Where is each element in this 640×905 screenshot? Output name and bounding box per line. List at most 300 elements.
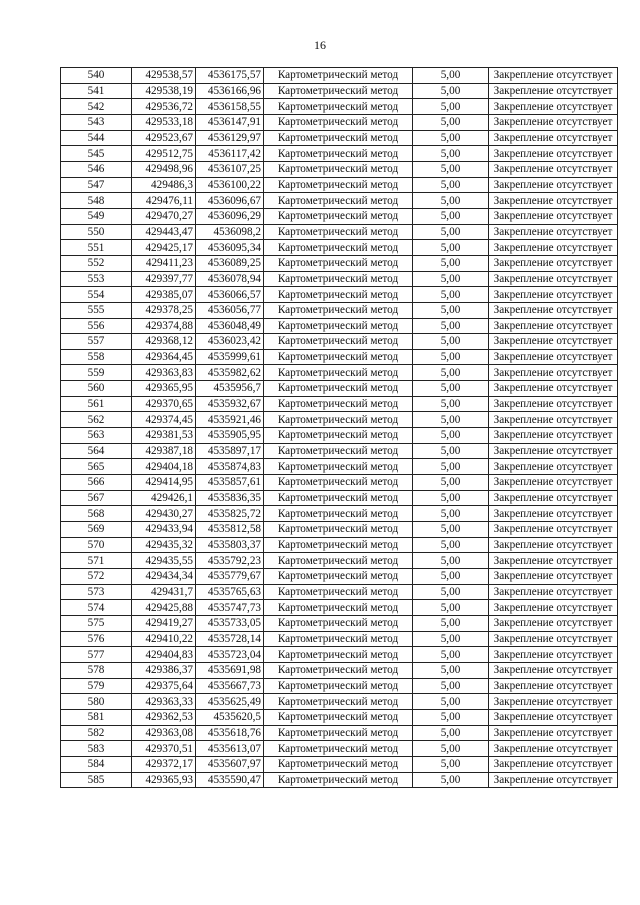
table-row xyxy=(61,302,618,318)
method-cell: Картометрический метод xyxy=(264,584,413,600)
fixing-cell: Закрепление отсутствует xyxy=(489,161,618,177)
table-row xyxy=(61,68,618,84)
accuracy-cell: 5,00 xyxy=(413,349,489,365)
accuracy-cell: 5,00 xyxy=(413,193,489,209)
table-row xyxy=(61,334,618,350)
x-coordinate-cell: 429538,19 xyxy=(132,83,196,99)
fixing-cell: Закрепление отсутствует xyxy=(489,756,618,772)
table-row xyxy=(61,584,618,600)
method-cell: Картометрический метод xyxy=(264,443,413,459)
accuracy-cell: 5,00 xyxy=(413,412,489,428)
y-coordinate-cell: 4535905,95 xyxy=(196,428,264,444)
y-coordinate-cell: 4536158,55 xyxy=(196,99,264,115)
method-cell: Картометрический метод xyxy=(264,68,413,84)
table-row xyxy=(61,553,618,569)
x-coordinate-cell: 429433,94 xyxy=(132,522,196,538)
fixing-cell: Закрепление отсутствует xyxy=(489,177,618,193)
y-coordinate-cell: 4535618,76 xyxy=(196,725,264,741)
point-number-cell: 576 xyxy=(61,631,132,647)
method-cell: Картометрический метод xyxy=(264,490,413,506)
x-coordinate-cell: 429363,83 xyxy=(132,365,196,381)
x-coordinate-cell: 429435,55 xyxy=(132,553,196,569)
method-cell: Картометрический метод xyxy=(264,271,413,287)
fixing-cell: Закрепление отсутствует xyxy=(489,365,618,381)
table-row xyxy=(61,678,618,694)
x-coordinate-cell: 429425,88 xyxy=(132,600,196,616)
y-coordinate-cell: 4536147,91 xyxy=(196,114,264,130)
fixing-cell: Закрепление отсутствует xyxy=(489,615,618,631)
x-coordinate-cell: 429512,75 xyxy=(132,146,196,162)
y-coordinate-cell: 4535825,72 xyxy=(196,506,264,522)
point-number-cell: 548 xyxy=(61,193,132,209)
accuracy-cell: 5,00 xyxy=(413,506,489,522)
fixing-cell: Закрепление отсутствует xyxy=(489,287,618,303)
point-number-cell: 567 xyxy=(61,490,132,506)
fixing-cell: Закрепление отсутствует xyxy=(489,772,618,788)
table-row xyxy=(61,396,618,412)
method-cell: Картометрический метод xyxy=(264,615,413,631)
point-number-cell: 565 xyxy=(61,459,132,475)
point-number-cell: 581 xyxy=(61,709,132,725)
method-cell: Картометрический метод xyxy=(264,130,413,146)
method-cell: Картометрический метод xyxy=(264,569,413,585)
accuracy-cell: 5,00 xyxy=(413,83,489,99)
point-number-cell: 544 xyxy=(61,130,132,146)
table-row xyxy=(61,506,618,522)
fixing-cell: Закрепление отсутствует xyxy=(489,68,618,84)
x-coordinate-cell: 429364,45 xyxy=(132,349,196,365)
table-row xyxy=(61,412,618,428)
x-coordinate-cell: 429365,93 xyxy=(132,772,196,788)
accuracy-cell: 5,00 xyxy=(413,68,489,84)
fixing-cell: Закрепление отсутствует xyxy=(489,146,618,162)
x-coordinate-cell: 429365,95 xyxy=(132,381,196,397)
point-number-cell: 568 xyxy=(61,506,132,522)
table-row xyxy=(61,537,618,553)
accuracy-cell: 5,00 xyxy=(413,334,489,350)
fixing-cell: Закрепление отсутствует xyxy=(489,522,618,538)
x-coordinate-cell: 429397,77 xyxy=(132,271,196,287)
x-coordinate-cell: 429368,12 xyxy=(132,334,196,350)
y-coordinate-cell: 4535590,47 xyxy=(196,772,264,788)
fixing-cell: Закрепление отсутствует xyxy=(489,584,618,600)
y-coordinate-cell: 4536095,34 xyxy=(196,240,264,256)
point-number-cell: 552 xyxy=(61,255,132,271)
table-row xyxy=(61,318,618,334)
point-number-cell: 583 xyxy=(61,741,132,757)
accuracy-cell: 5,00 xyxy=(413,99,489,115)
x-coordinate-cell: 429523,67 xyxy=(132,130,196,146)
table-row xyxy=(61,662,618,678)
point-number-cell: 578 xyxy=(61,662,132,678)
table-row xyxy=(61,240,618,256)
fixing-cell: Закрепление отсутствует xyxy=(489,302,618,318)
accuracy-cell: 5,00 xyxy=(413,631,489,647)
y-coordinate-cell: 4535956,7 xyxy=(196,381,264,397)
x-coordinate-cell: 429411,23 xyxy=(132,255,196,271)
method-cell: Картометрический метод xyxy=(264,224,413,240)
x-coordinate-cell: 429410,22 xyxy=(132,631,196,647)
point-number-cell: 557 xyxy=(61,334,132,350)
accuracy-cell: 5,00 xyxy=(413,443,489,459)
method-cell: Картометрический метод xyxy=(264,365,413,381)
table-row xyxy=(61,365,618,381)
fixing-cell: Закрепление отсутствует xyxy=(489,334,618,350)
method-cell: Картометрический метод xyxy=(264,381,413,397)
table-row xyxy=(61,83,618,99)
method-cell: Картометрический метод xyxy=(264,240,413,256)
y-coordinate-cell: 4535803,37 xyxy=(196,537,264,553)
point-number-cell: 550 xyxy=(61,224,132,240)
fixing-cell: Закрепление отсутствует xyxy=(489,255,618,271)
accuracy-cell: 5,00 xyxy=(413,647,489,663)
page-number: 16 xyxy=(314,38,326,52)
method-cell: Картометрический метод xyxy=(264,334,413,350)
fixing-cell: Закрепление отсутствует xyxy=(489,506,618,522)
y-coordinate-cell: 4536100,22 xyxy=(196,177,264,193)
accuracy-cell: 5,00 xyxy=(413,146,489,162)
x-coordinate-cell: 429372,17 xyxy=(132,756,196,772)
y-coordinate-cell: 4535792,23 xyxy=(196,553,264,569)
accuracy-cell: 5,00 xyxy=(413,522,489,538)
point-number-cell: 558 xyxy=(61,349,132,365)
fixing-cell: Закрепление отсутствует xyxy=(489,396,618,412)
table-row xyxy=(61,725,618,741)
fixing-cell: Закрепление отсутствует xyxy=(489,569,618,585)
x-coordinate-cell: 429381,53 xyxy=(132,428,196,444)
table-row xyxy=(61,271,618,287)
point-number-cell: 577 xyxy=(61,647,132,663)
fixing-cell: Закрепление отсутствует xyxy=(489,318,618,334)
method-cell: Картометрический метод xyxy=(264,725,413,741)
y-coordinate-cell: 4535765,63 xyxy=(196,584,264,600)
table-row xyxy=(61,193,618,209)
accuracy-cell: 5,00 xyxy=(413,600,489,616)
y-coordinate-cell: 4535620,5 xyxy=(196,709,264,725)
fixing-cell: Закрепление отсутствует xyxy=(489,537,618,553)
accuracy-cell: 5,00 xyxy=(413,255,489,271)
table-row xyxy=(61,709,618,725)
method-cell: Картометрический метод xyxy=(264,287,413,303)
point-number-cell: 562 xyxy=(61,412,132,428)
x-coordinate-cell: 429476,11 xyxy=(132,193,196,209)
method-cell: Картометрический метод xyxy=(264,396,413,412)
fixing-cell: Закрепление отсутствует xyxy=(489,193,618,209)
fixing-cell: Закрепление отсутствует xyxy=(489,600,618,616)
fixing-cell: Закрепление отсутствует xyxy=(489,349,618,365)
table-row xyxy=(61,146,618,162)
y-coordinate-cell: 4536056,77 xyxy=(196,302,264,318)
point-number-cell: 549 xyxy=(61,208,132,224)
x-coordinate-cell: 429363,08 xyxy=(132,725,196,741)
method-cell: Картометрический метод xyxy=(264,475,413,491)
point-number-cell: 559 xyxy=(61,365,132,381)
point-number-cell: 561 xyxy=(61,396,132,412)
accuracy-cell: 5,00 xyxy=(413,756,489,772)
table-row xyxy=(61,381,618,397)
table-row xyxy=(61,569,618,585)
x-coordinate-cell: 429404,83 xyxy=(132,647,196,663)
x-coordinate-cell: 429363,33 xyxy=(132,694,196,710)
fixing-cell: Закрепление отсутствует xyxy=(489,428,618,444)
point-number-cell: 569 xyxy=(61,522,132,538)
y-coordinate-cell: 4535921,46 xyxy=(196,412,264,428)
fixing-cell: Закрепление отсутствует xyxy=(489,678,618,694)
y-coordinate-cell: 4535723,04 xyxy=(196,647,264,663)
table-body xyxy=(61,68,618,788)
method-cell: Картометрический метод xyxy=(264,255,413,271)
accuracy-cell: 5,00 xyxy=(413,271,489,287)
accuracy-cell: 5,00 xyxy=(413,490,489,506)
x-coordinate-cell: 429538,57 xyxy=(132,68,196,84)
point-number-cell: 555 xyxy=(61,302,132,318)
table-row xyxy=(61,177,618,193)
y-coordinate-cell: 4535747,73 xyxy=(196,600,264,616)
y-coordinate-cell: 4535897,17 xyxy=(196,443,264,459)
fixing-cell: Закрепление отсутствует xyxy=(489,240,618,256)
method-cell: Картометрический метод xyxy=(264,161,413,177)
table-row xyxy=(61,772,618,788)
x-coordinate-cell: 429498,96 xyxy=(132,161,196,177)
point-number-cell: 585 xyxy=(61,772,132,788)
fixing-cell: Закрепление отсутствует xyxy=(489,83,618,99)
y-coordinate-cell: 4535613,07 xyxy=(196,741,264,757)
y-coordinate-cell: 4535999,61 xyxy=(196,349,264,365)
point-number-cell: 551 xyxy=(61,240,132,256)
accuracy-cell: 5,00 xyxy=(413,678,489,694)
y-coordinate-cell: 4536117,42 xyxy=(196,146,264,162)
point-number-cell: 554 xyxy=(61,287,132,303)
point-number-cell: 545 xyxy=(61,146,132,162)
table-row xyxy=(61,647,618,663)
point-number-cell: 582 xyxy=(61,725,132,741)
accuracy-cell: 5,00 xyxy=(413,428,489,444)
point-number-cell: 546 xyxy=(61,161,132,177)
method-cell: Картометрический метод xyxy=(264,318,413,334)
method-cell: Картометрический метод xyxy=(264,459,413,475)
method-cell: Картометрический метод xyxy=(264,412,413,428)
accuracy-cell: 5,00 xyxy=(413,208,489,224)
method-cell: Картометрический метод xyxy=(264,114,413,130)
table-row xyxy=(61,459,618,475)
point-number-cell: 572 xyxy=(61,569,132,585)
x-coordinate-cell: 429426,1 xyxy=(132,490,196,506)
accuracy-cell: 5,00 xyxy=(413,615,489,631)
method-cell: Картометрический метод xyxy=(264,678,413,694)
accuracy-cell: 5,00 xyxy=(413,709,489,725)
point-number-cell: 570 xyxy=(61,537,132,553)
fixing-cell: Закрепление отсутствует xyxy=(489,459,618,475)
x-coordinate-cell: 429374,88 xyxy=(132,318,196,334)
x-coordinate-cell: 429419,27 xyxy=(132,615,196,631)
y-coordinate-cell: 4536048,49 xyxy=(196,318,264,334)
table-row xyxy=(61,615,618,631)
x-coordinate-cell: 429486,3 xyxy=(132,177,196,193)
method-cell: Картометрический метод xyxy=(264,99,413,115)
method-cell: Картометрический метод xyxy=(264,662,413,678)
point-number-cell: 543 xyxy=(61,114,132,130)
point-number-cell: 573 xyxy=(61,584,132,600)
accuracy-cell: 5,00 xyxy=(413,569,489,585)
accuracy-cell: 5,00 xyxy=(413,302,489,318)
method-cell: Картометрический метод xyxy=(264,83,413,99)
y-coordinate-cell: 4535607,97 xyxy=(196,756,264,772)
method-cell: Картометрический метод xyxy=(264,146,413,162)
x-coordinate-cell: 429387,18 xyxy=(132,443,196,459)
method-cell: Картометрический метод xyxy=(264,537,413,553)
x-coordinate-cell: 429385,07 xyxy=(132,287,196,303)
x-coordinate-cell: 429430,27 xyxy=(132,506,196,522)
y-coordinate-cell: 4535667,73 xyxy=(196,678,264,694)
x-coordinate-cell: 429362,53 xyxy=(132,709,196,725)
accuracy-cell: 5,00 xyxy=(413,553,489,569)
point-number-cell: 547 xyxy=(61,177,132,193)
x-coordinate-cell: 429404,18 xyxy=(132,459,196,475)
accuracy-cell: 5,00 xyxy=(413,584,489,600)
accuracy-cell: 5,00 xyxy=(413,475,489,491)
accuracy-cell: 5,00 xyxy=(413,240,489,256)
table-row xyxy=(61,114,618,130)
method-cell: Картометрический метод xyxy=(264,694,413,710)
fixing-cell: Закрепление отсутствует xyxy=(489,694,618,710)
fixing-cell: Закрепление отсутствует xyxy=(489,443,618,459)
y-coordinate-cell: 4536089,25 xyxy=(196,255,264,271)
method-cell: Картометрический метод xyxy=(264,772,413,788)
x-coordinate-cell: 429533,18 xyxy=(132,114,196,130)
y-coordinate-cell: 4536166,96 xyxy=(196,83,264,99)
point-number-cell: 553 xyxy=(61,271,132,287)
y-coordinate-cell: 4535836,35 xyxy=(196,490,264,506)
fixing-cell: Закрепление отсутствует xyxy=(489,208,618,224)
accuracy-cell: 5,00 xyxy=(413,365,489,381)
x-coordinate-cell: 429443,47 xyxy=(132,224,196,240)
accuracy-cell: 5,00 xyxy=(413,725,489,741)
point-number-cell: 566 xyxy=(61,475,132,491)
method-cell: Картометрический метод xyxy=(264,553,413,569)
y-coordinate-cell: 4536096,29 xyxy=(196,208,264,224)
table-row xyxy=(61,741,618,757)
y-coordinate-cell: 4536078,94 xyxy=(196,271,264,287)
x-coordinate-cell: 429370,65 xyxy=(132,396,196,412)
accuracy-cell: 5,00 xyxy=(413,694,489,710)
fixing-cell: Закрепление отсутствует xyxy=(489,99,618,115)
x-coordinate-cell: 429434,34 xyxy=(132,569,196,585)
table-row xyxy=(61,475,618,491)
point-number-cell: 563 xyxy=(61,428,132,444)
method-cell: Картометрический метод xyxy=(264,631,413,647)
point-number-cell: 580 xyxy=(61,694,132,710)
accuracy-cell: 5,00 xyxy=(413,662,489,678)
table-row xyxy=(61,161,618,177)
point-number-cell: 556 xyxy=(61,318,132,334)
y-coordinate-cell: 4535982,62 xyxy=(196,365,264,381)
accuracy-cell: 5,00 xyxy=(413,130,489,146)
fixing-cell: Закрепление отсутствует xyxy=(489,553,618,569)
y-coordinate-cell: 4536175,57 xyxy=(196,68,264,84)
fixing-cell: Закрепление отсутствует xyxy=(489,114,618,130)
fixing-cell: Закрепление отсутствует xyxy=(489,130,618,146)
table-row xyxy=(61,130,618,146)
fixing-cell: Закрепление отсутствует xyxy=(489,631,618,647)
y-coordinate-cell: 4536107,25 xyxy=(196,161,264,177)
y-coordinate-cell: 4535733,05 xyxy=(196,615,264,631)
y-coordinate-cell: 4535874,83 xyxy=(196,459,264,475)
method-cell: Картометрический метод xyxy=(264,208,413,224)
point-number-cell: 575 xyxy=(61,615,132,631)
point-number-cell: 574 xyxy=(61,600,132,616)
y-coordinate-cell: 4536129,97 xyxy=(196,130,264,146)
method-cell: Картометрический метод xyxy=(264,506,413,522)
x-coordinate-cell: 429370,51 xyxy=(132,741,196,757)
accuracy-cell: 5,00 xyxy=(413,741,489,757)
y-coordinate-cell: 4535691,98 xyxy=(196,662,264,678)
method-cell: Картометрический метод xyxy=(264,600,413,616)
accuracy-cell: 5,00 xyxy=(413,396,489,412)
accuracy-cell: 5,00 xyxy=(413,177,489,193)
table-row xyxy=(61,631,618,647)
method-cell: Картометрический метод xyxy=(264,741,413,757)
table-row xyxy=(61,99,618,115)
point-number-cell: 584 xyxy=(61,756,132,772)
method-cell: Картометрический метод xyxy=(264,177,413,193)
x-coordinate-cell: 429378,25 xyxy=(132,302,196,318)
method-cell: Картометрический метод xyxy=(264,647,413,663)
fixing-cell: Закрепление отсутствует xyxy=(489,475,618,491)
y-coordinate-cell: 4535625,49 xyxy=(196,694,264,710)
fixing-cell: Закрепление отсутствует xyxy=(489,647,618,663)
fixing-cell: Закрепление отсутствует xyxy=(489,709,618,725)
method-cell: Картометрический метод xyxy=(264,756,413,772)
point-number-cell: 560 xyxy=(61,381,132,397)
x-coordinate-cell: 429470,27 xyxy=(132,208,196,224)
method-cell: Картометрический метод xyxy=(264,428,413,444)
point-number-cell: 541 xyxy=(61,83,132,99)
method-cell: Картометрический метод xyxy=(264,709,413,725)
x-coordinate-cell: 429536,72 xyxy=(132,99,196,115)
method-cell: Картометрический метод xyxy=(264,302,413,318)
fixing-cell: Закрепление отсутствует xyxy=(489,224,618,240)
y-coordinate-cell: 4536023,42 xyxy=(196,334,264,350)
x-coordinate-cell: 429386,37 xyxy=(132,662,196,678)
coordinates-table xyxy=(60,67,618,788)
y-coordinate-cell: 4536066,57 xyxy=(196,287,264,303)
table-row xyxy=(61,600,618,616)
point-number-cell: 542 xyxy=(61,99,132,115)
table-row xyxy=(61,208,618,224)
method-cell: Картометрический метод xyxy=(264,193,413,209)
y-coordinate-cell: 4535812,58 xyxy=(196,522,264,538)
x-coordinate-cell: 429431,7 xyxy=(132,584,196,600)
accuracy-cell: 5,00 xyxy=(413,224,489,240)
table-row xyxy=(61,522,618,538)
accuracy-cell: 5,00 xyxy=(413,459,489,475)
x-coordinate-cell: 429375,64 xyxy=(132,678,196,694)
method-cell: Картометрический метод xyxy=(264,522,413,538)
table-row xyxy=(61,443,618,459)
method-cell: Картометрический метод xyxy=(264,349,413,365)
accuracy-cell: 5,00 xyxy=(413,318,489,334)
y-coordinate-cell: 4535857,61 xyxy=(196,475,264,491)
point-number-cell: 540 xyxy=(61,68,132,84)
accuracy-cell: 5,00 xyxy=(413,381,489,397)
accuracy-cell: 5,00 xyxy=(413,161,489,177)
table-row xyxy=(61,349,618,365)
fixing-cell: Закрепление отсутствует xyxy=(489,741,618,757)
fixing-cell: Закрепление отсутствует xyxy=(489,662,618,678)
accuracy-cell: 5,00 xyxy=(413,114,489,130)
fixing-cell: Закрепление отсутствует xyxy=(489,490,618,506)
fixing-cell: Закрепление отсутствует xyxy=(489,381,618,397)
